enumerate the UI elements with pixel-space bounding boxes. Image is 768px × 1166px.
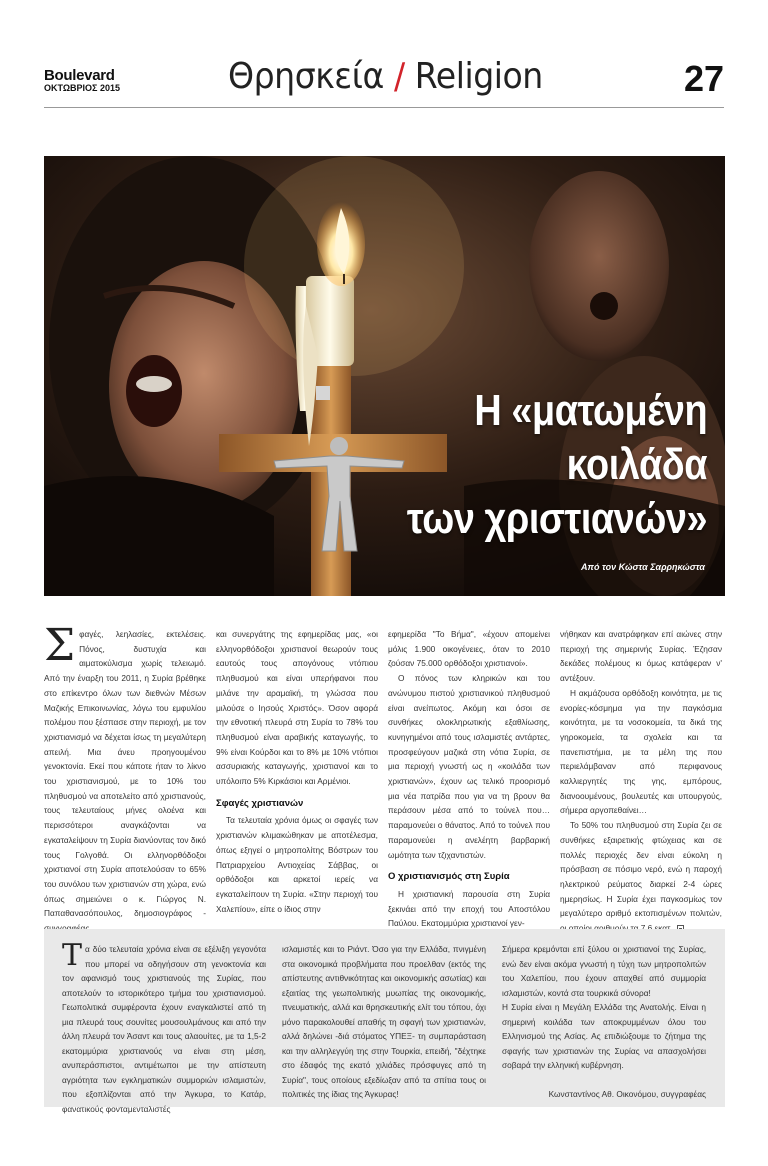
article-paragraph: Το 50% του πληθυσμού στη Συρία ζει σε συνθήκες εξαιρετικής φτώχειας και σε πολλές περιοχές δεν είναι εύκολη η πρόσβαση σε πόσιμο νερό, ενώ η παροχή ηλεκτρικού ρεύματος διαρκεί 2-4 ώρες ημερησίως. Η Συρία έχει παγκοσμίως τον μεγαλύτερο αριθμό εκτοπισμένων πολιτών, — [560, 820, 722, 919]
box-signature: Κωνσταντίνος Αθ. Οικονόμου, συγγραφέας — [548, 1088, 706, 1099]
hero-photo — [44, 156, 725, 596]
page-number: 27 — [683, 58, 724, 99]
article-column-2 — [216, 627, 378, 914]
headline-line-3: των χριστιανών» — [406, 494, 707, 543]
article-column-4 — [560, 627, 722, 919]
article-paragraph: νήθηκαν και ανατράφηκαν επί αιώνες στην περιοχή της σημερινής Συρίας. Έζησαν δεκάδες πολέμους κι όμως κατάφεραν ν' αντέξουν. — [560, 629, 722, 684]
box-paragraph: Σήμερα κρεμόνται επί ξύλου οι χριστιανοί της Συρίας, ενώ δεν είναι ακόμα γνωστή η τύχη των μητροπολιτών του Χαλεπίου, που έχουν απαχθεί από συμμορία ισλαμιστών, κοντά στα τουρκικά σύνορα! — [502, 944, 706, 998]
article-headline — [407, 384, 707, 546]
section-title-slash: / — [393, 56, 405, 97]
headline-line-2: κοιλάδα — [566, 440, 707, 489]
box-column-1 — [62, 938, 266, 1114]
article-column-1 — [44, 620, 206, 919]
article-paragraph: εφημερίδα "Το Βήμα", «έχουν απομείνει μόλις 1.900 οικογένειες, όταν το 2010 ζούσαν 75.000 ορθόδοξοι χριστιανοί». — [388, 629, 550, 669]
article-paragraph: φαγές, λεηλασίες, εκτελέσεις. Πόνος, δυστυχία και αιματοκύλισμα χωρίς τελειωμό. Από την έναρξη του 2011, η Συρία βρέθηκε στο επίκεντρο όλων των διεθνών Μέσων Μαζικής Επικοινωνίας, λόγω του εμφυλίου πολέμου που ξέσπασε στην περιοχή, με τον χριστιανισμό να δέχεται ίσως τη μεγαλύτερη απειλή. Μια άνευ προηγουμένου γενοκτονία. Εκεί που κάποτε ήταν το λίκνο του χριστιανισμού, με το 10% του πληθυσμού να αποτελείτο από χριστιανούς, τους τελευταίους μήνες ολοένα και περισσότεροι αναγκάζονται να εγκαταλείψουν τη Συρία διανύοντας τον δικό τους Γολγοθά. Οι ελληνορθόδοξοι χριστιανοί στη Συρία αποτελούσαν το 65% του συνόλου των χριστιανών στη χώρα, ενώ όπως σημειώνει ο κ. Γιώργος Ν. Παπαθανασόπουλος, δημοσιογράφος - — [44, 629, 206, 919]
box-paragraph: ισλαμιστές και το Ριάντ. Όσο για την Ελλάδα, πνιγμένη στα οικονομικά προβλήματα που προελθαν (εκτός της απίστευτης αντιθνικότητας και οικονομικής ασωτίας) και εξαιτίας της γεωπολιτικής μυωπίας της οικονομικής, πνευματικής, αλλά και θρησκευτικής ελίτ του τόπου, όχι μόνο παρακολουθεί απαθής τη σφαγή των χριστιανών, αλλά δηλώνει -διά στόματος ΥΠΕΞ- τη συμπαράσταση και την αλληλεγγύη της στην Τουρκία, επειδή, "δέχτηκε στο έδαφός της εκατό χιλιάδες πρόσφυγες από τη Συρία", τους οποίους εξεδίωξαν από τα σπίτια τους οι πολιτικές της ίδιας της Άγκυρας! — [282, 944, 486, 1099]
article-body — [44, 620, 725, 929]
article-subheading: Ο χριστιανισμός στη Συρία — [388, 871, 510, 883]
opinion-box — [44, 929, 725, 1114]
section-title-greek: Θρησκεία — [228, 56, 384, 97]
box-paragraph: Η Συρία είναι η Μεγάλη Ελλάδα της Ανατολής. Είναι η σημερινή κοιλάδα των αποκρυμμένων όλου του Ελληνισμού της Ασίας. Ας επιδιώξουμε το ζήτημα της σφαγής των χριστιανών της Συρίας να απασχολήσει σοβαρά την ελληνική κυβέρνηση. — [502, 1002, 706, 1070]
article-paragraph: και συνεργάτης της εφημερίδας μας, «οι ελληνορθόδοξοι χριστιανοί θεωρούν τους εαυτούς τους απογόνους ντόπιου πληθυσμού και είναι υπερήφανοι που μιλάνε την αραμαϊκή, τη γλώσσα που μιλούσε ο Ιησούς Χριστός». Όσον αφορά την εθνοτική πλευρά στη Συρία το 78% του πληθυσμού είναι αραβικής καταγωγής, το 9% είναι Κούρδοι και το 8% με 10% ντόπιοι ασσυριακής καταγωγής, χριστιανοί και το υπόλοιπο 5% Κιρκάσιοι και Αρμένιοι. — [216, 629, 378, 787]
headline-line-1: Η «ματωμένη — [474, 386, 707, 435]
box-column-2 — [282, 942, 486, 1107]
section-title — [228, 56, 543, 97]
box-column-3 — [502, 942, 706, 1107]
box-paragraph: α δύο τελευταία χρόνια είναι σε εξέλιξη γεγονότα που μπορεί να οδηγήσουν στη γενοκτονία και τον αφανισμό τους χριστιανούς της Συρίας, που αποτελούν το ιστορικότερο τμήμα του χριστιανισμού. Γεωπολιτικά συμφέροντα έχουν εναγκαλιστεί από τη μια πλευρά τους σουνίτες μουσουλμάνους και από την άλλη πλευρά τον Άσαντ και τους αλαουίτες, με τα 1,5-2 εκατομμύρια χριστιανούς να είναι στη μέση, ανυπεράσπιστοι, αντιμέτωποι με την απίστευτη αγριότητα των εγκληματικών συμμοριών ισλαμιστών, που εξοπλίζονται από την Άγκυρα, το Κατάρ, φανατικούς φονταμενταλιστές — [62, 944, 266, 1114]
magazine-brand — [44, 68, 120, 93]
header-divider — [44, 107, 724, 108]
article-paragraph: Η ακμάζουσα ορθόδοξη κοινότητα, με τις ενορίες-κόσμημα για την παγκόσμια κοινότητα, με τα νοσοκομεία, τα δικά της γηροκομεία, τα σχολεία και τα πανεπιστήμια, με τα μέλη της που περιελάμβαναν από περιφανους καλλιεργητές της γης, εμπόρους, διανοουμένους, βουλευτές και υπουργούς, σήμερα αργοπεθαίνει… — [560, 687, 722, 816]
box-drop-cap: Τ — [62, 938, 83, 973]
section-title-english: Religion — [414, 56, 543, 97]
article-paragraph: Η χριστιανική παρουσία στη Συρία ξεκινάει από την εποχή του Αποστόλου Παύλου. Εκατομμύρια χριστιανοί γεν- — [388, 888, 550, 929]
article-paragraph: Τα τελευταία χρόνια όμως οι σφαγές των χριστιανών κλιμακώθηκαν με αποτέλεσμα, όπως εξηγεί ο μητροπολίτης Βόστρων του Πατριαρχείου Αντιοχείας Σάββας, οι ορθόδοξοι και αρκετοί ιερείς να εγκαταλείπουν τη Συρία. «Στην περιοχή του Χαλεπίου», είπε ο ίδιος στην — [216, 815, 378, 914]
article-byline: Από τον Κώστα Σαρρηκώστα — [581, 562, 705, 572]
issue-date: ΟΚΤΩΒΡΙΟΣ 2015 — [44, 83, 120, 93]
article-subheading: Σφαγές χριστιανών — [216, 797, 304, 809]
drop-cap: Σ — [44, 620, 76, 671]
brand-name: Boulevard — [44, 67, 115, 84]
article-column-3 — [388, 627, 550, 929]
article-paragraph: Ο πόνος των κληρικών και του ανώνυμου πιστού χριστιανικού πληθυσμού είναι ανείπωτος. Ακόμη και όσοι σε συνθήκες ολοκληρωτικής εξαθλίωσης, κυνηγημένοι από τους ισλαμιστές αντάρτες, προσφεύγουν μαζικά στη νότια Συρία, σε μια περιοχή γνωστή ως η «κοιλάδα των χριστιανών», έχουν ως τελικό προορισμό μια νέα πατρίδα που για να τη βρουν θα περάσουν μέσα από το τούνελ που… παραμονεύει ο θάνατος. Από το τούνελ που παραμονεύει η ανελέητη βαρβαρική ωμότητα των τζιχαντιστών. — [388, 673, 550, 860]
